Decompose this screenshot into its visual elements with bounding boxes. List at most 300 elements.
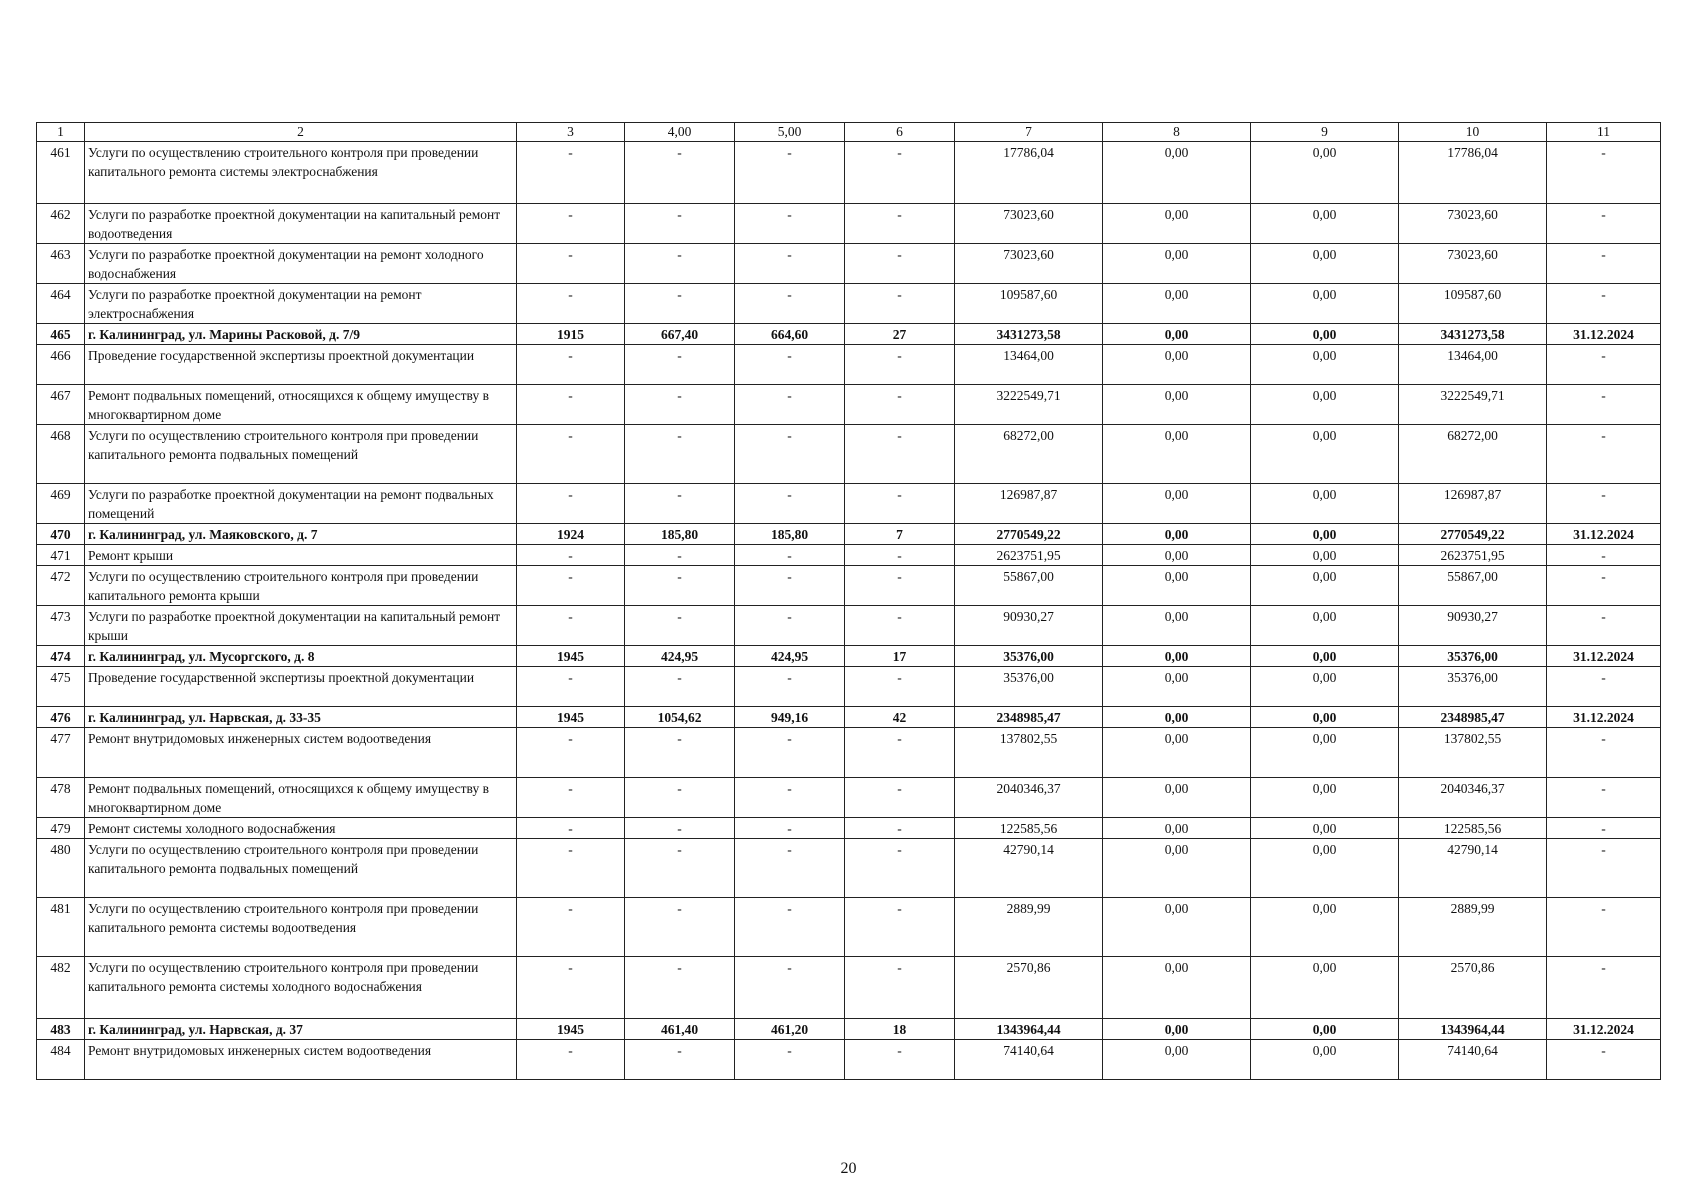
value-cell: - bbox=[517, 839, 625, 898]
value-cell: - bbox=[845, 484, 955, 524]
value-cell: - bbox=[845, 606, 955, 646]
value-cell: - bbox=[1547, 284, 1661, 324]
value-cell: - bbox=[625, 484, 735, 524]
value-cell: 0,00 bbox=[1103, 818, 1251, 839]
value-cell: 31.12.2024 bbox=[1547, 1019, 1661, 1040]
value-cell: 0,00 bbox=[1103, 425, 1251, 484]
column-header: 4,00 bbox=[625, 123, 735, 142]
row-number-cell: 466 bbox=[37, 345, 85, 385]
value-cell: 0,00 bbox=[1251, 142, 1399, 204]
description-cell: Услуги по разработке проектной документации на капитальный ремонт крыши bbox=[85, 606, 517, 646]
value-cell: 1945 bbox=[517, 646, 625, 667]
value-cell: - bbox=[735, 484, 845, 524]
column-header: 1 bbox=[37, 123, 85, 142]
column-header: 7 bbox=[955, 123, 1103, 142]
value-cell: 0,00 bbox=[1251, 524, 1399, 545]
value-cell: 0,00 bbox=[1103, 898, 1251, 957]
description-cell: Ремонт подвальных помещений, относящихся к общему имуществу в многоквартирном доме bbox=[85, 385, 517, 425]
value-cell: 424,95 bbox=[625, 646, 735, 667]
works-table bbox=[36, 122, 1661, 1080]
row-number-cell: 474 bbox=[37, 646, 85, 667]
description-cell: Ремонт подвальных помещений, относящихся к общему имуществу в многоквартирном доме bbox=[85, 778, 517, 818]
value-cell: 73023,60 bbox=[955, 244, 1103, 284]
value-cell: - bbox=[1547, 425, 1661, 484]
value-cell: 0,00 bbox=[1251, 385, 1399, 425]
value-cell: - bbox=[735, 545, 845, 566]
description-cell: Услуги по разработке проектной документации на ремонт подвальных помещений bbox=[85, 484, 517, 524]
value-cell: 17 bbox=[845, 646, 955, 667]
value-cell: 0,00 bbox=[1103, 142, 1251, 204]
value-cell: 185,80 bbox=[625, 524, 735, 545]
value-cell: 27 bbox=[845, 324, 955, 345]
value-cell: - bbox=[1547, 957, 1661, 1019]
row-number-cell: 468 bbox=[37, 425, 85, 484]
value-cell: 0,00 bbox=[1103, 1019, 1251, 1040]
value-cell: - bbox=[845, 778, 955, 818]
value-cell: - bbox=[1547, 818, 1661, 839]
value-cell: 0,00 bbox=[1251, 425, 1399, 484]
value-cell: 73023,60 bbox=[1399, 244, 1547, 284]
value-cell: 35376,00 bbox=[1399, 667, 1547, 707]
value-cell: - bbox=[845, 142, 955, 204]
table-row bbox=[37, 142, 1661, 204]
value-cell: 667,40 bbox=[625, 324, 735, 345]
value-cell: - bbox=[735, 284, 845, 324]
column-header: 9 bbox=[1251, 123, 1399, 142]
value-cell: 0,00 bbox=[1103, 957, 1251, 1019]
value-cell: 0,00 bbox=[1103, 244, 1251, 284]
description-cell: г. Калининград, ул. Мусоргского, д. 8 bbox=[85, 646, 517, 667]
row-number-cell: 467 bbox=[37, 385, 85, 425]
value-cell: 74140,64 bbox=[955, 1040, 1103, 1080]
value-cell: 0,00 bbox=[1103, 385, 1251, 425]
value-cell: 0,00 bbox=[1103, 524, 1251, 545]
value-cell: - bbox=[735, 667, 845, 707]
value-cell: 122585,56 bbox=[955, 818, 1103, 839]
value-cell: - bbox=[1547, 839, 1661, 898]
description-cell: Ремонт крыши bbox=[85, 545, 517, 566]
value-cell: - bbox=[517, 728, 625, 778]
value-cell: 0,00 bbox=[1103, 1040, 1251, 1080]
value-cell: - bbox=[735, 728, 845, 778]
value-cell: 137802,55 bbox=[1399, 728, 1547, 778]
description-cell: Услуги по осуществлению строительного контроля при проведении капитального ремонта подвальных помещений bbox=[85, 425, 517, 484]
value-cell: - bbox=[735, 606, 845, 646]
table-row bbox=[37, 898, 1661, 957]
value-cell: 185,80 bbox=[735, 524, 845, 545]
value-cell: 109587,60 bbox=[1399, 284, 1547, 324]
value-cell: - bbox=[1547, 385, 1661, 425]
table-body bbox=[37, 142, 1661, 1080]
value-cell: - bbox=[1547, 898, 1661, 957]
value-cell: - bbox=[1547, 667, 1661, 707]
table-row bbox=[37, 484, 1661, 524]
value-cell: - bbox=[845, 545, 955, 566]
description-cell: Ремонт системы холодного водоснабжения bbox=[85, 818, 517, 839]
value-cell: 0,00 bbox=[1251, 1019, 1399, 1040]
value-cell: 0,00 bbox=[1103, 566, 1251, 606]
value-cell: - bbox=[845, 818, 955, 839]
value-cell: 2889,99 bbox=[1399, 898, 1547, 957]
value-cell: 461,40 bbox=[625, 1019, 735, 1040]
value-cell: 31.12.2024 bbox=[1547, 646, 1661, 667]
value-cell: 0,00 bbox=[1251, 707, 1399, 728]
value-cell: 35376,00 bbox=[955, 667, 1103, 707]
value-cell: 2623751,95 bbox=[1399, 545, 1547, 566]
value-cell: - bbox=[625, 204, 735, 244]
value-cell: - bbox=[1547, 778, 1661, 818]
value-cell: - bbox=[517, 778, 625, 818]
value-cell: - bbox=[625, 425, 735, 484]
value-cell: 68272,00 bbox=[955, 425, 1103, 484]
value-cell: 126987,87 bbox=[1399, 484, 1547, 524]
value-cell: 2770549,22 bbox=[955, 524, 1103, 545]
value-cell: - bbox=[625, 728, 735, 778]
value-cell: 1915 bbox=[517, 324, 625, 345]
table-row bbox=[37, 957, 1661, 1019]
value-cell: - bbox=[845, 839, 955, 898]
row-number-cell: 462 bbox=[37, 204, 85, 244]
value-cell: - bbox=[845, 898, 955, 957]
value-cell: - bbox=[1547, 345, 1661, 385]
header-row bbox=[37, 123, 1661, 142]
value-cell: 0,00 bbox=[1103, 839, 1251, 898]
value-cell: - bbox=[735, 839, 845, 898]
row-number-cell: 464 bbox=[37, 284, 85, 324]
value-cell: 2570,86 bbox=[955, 957, 1103, 1019]
value-cell: 0,00 bbox=[1251, 818, 1399, 839]
column-header: 11 bbox=[1547, 123, 1661, 142]
description-cell: г. Калининград, ул. Нарвская, д. 33-35 bbox=[85, 707, 517, 728]
value-cell: - bbox=[625, 957, 735, 1019]
table-row bbox=[37, 818, 1661, 839]
value-cell: - bbox=[517, 244, 625, 284]
value-cell: - bbox=[735, 818, 845, 839]
value-cell: - bbox=[517, 204, 625, 244]
value-cell: - bbox=[735, 898, 845, 957]
value-cell: - bbox=[845, 667, 955, 707]
value-cell: 13464,00 bbox=[1399, 345, 1547, 385]
description-cell: Услуги по осуществлению строительного контроля при проведении капитального ремонта системы водоотведения bbox=[85, 898, 517, 957]
value-cell: 122585,56 bbox=[1399, 818, 1547, 839]
value-cell: - bbox=[735, 345, 845, 385]
value-cell: - bbox=[625, 606, 735, 646]
address-row bbox=[37, 524, 1661, 545]
value-cell: 90930,27 bbox=[955, 606, 1103, 646]
value-cell: 424,95 bbox=[735, 646, 845, 667]
row-number-cell: 479 bbox=[37, 818, 85, 839]
value-cell: - bbox=[1547, 545, 1661, 566]
value-cell: 2770549,22 bbox=[1399, 524, 1547, 545]
value-cell: 0,00 bbox=[1251, 1040, 1399, 1080]
value-cell: 0,00 bbox=[1251, 778, 1399, 818]
value-cell: 3431273,58 bbox=[955, 324, 1103, 345]
value-cell: 0,00 bbox=[1103, 707, 1251, 728]
value-cell: - bbox=[625, 1040, 735, 1080]
value-cell: 1343964,44 bbox=[1399, 1019, 1547, 1040]
value-cell: 137802,55 bbox=[955, 728, 1103, 778]
row-number-cell: 463 bbox=[37, 244, 85, 284]
value-cell: 3222549,71 bbox=[955, 385, 1103, 425]
value-cell: 0,00 bbox=[1251, 898, 1399, 957]
row-number-cell: 476 bbox=[37, 707, 85, 728]
value-cell: 0,00 bbox=[1251, 204, 1399, 244]
table-row bbox=[37, 728, 1661, 778]
value-cell: 3222549,71 bbox=[1399, 385, 1547, 425]
value-cell: - bbox=[625, 667, 735, 707]
value-cell: 13464,00 bbox=[955, 345, 1103, 385]
value-cell: - bbox=[1547, 606, 1661, 646]
value-cell: 90930,27 bbox=[1399, 606, 1547, 646]
value-cell: 949,16 bbox=[735, 707, 845, 728]
value-cell: - bbox=[517, 957, 625, 1019]
description-cell: Услуги по разработке проектной документации на ремонт холодного водоснабжения bbox=[85, 244, 517, 284]
address-row bbox=[37, 707, 1661, 728]
column-header: 8 bbox=[1103, 123, 1251, 142]
value-cell: 18 bbox=[845, 1019, 955, 1040]
row-number-cell: 475 bbox=[37, 667, 85, 707]
value-cell: - bbox=[517, 566, 625, 606]
value-cell: 0,00 bbox=[1103, 484, 1251, 524]
value-cell: - bbox=[517, 142, 625, 204]
value-cell: - bbox=[735, 204, 845, 244]
row-number-cell: 482 bbox=[37, 957, 85, 1019]
value-cell: 1054,62 bbox=[625, 707, 735, 728]
row-number-cell: 472 bbox=[37, 566, 85, 606]
value-cell: 0,00 bbox=[1251, 345, 1399, 385]
value-cell: 0,00 bbox=[1103, 204, 1251, 244]
description-cell: Услуги по осуществлению строительного контроля при проведении капитального ремонта крыши bbox=[85, 566, 517, 606]
value-cell: 0,00 bbox=[1251, 646, 1399, 667]
value-cell: 31.12.2024 bbox=[1547, 524, 1661, 545]
column-header: 2 bbox=[85, 123, 517, 142]
value-cell: 74140,64 bbox=[1399, 1040, 1547, 1080]
value-cell: - bbox=[735, 778, 845, 818]
value-cell: 461,20 bbox=[735, 1019, 845, 1040]
value-cell: 42790,14 bbox=[955, 839, 1103, 898]
value-cell: - bbox=[845, 566, 955, 606]
value-cell: 0,00 bbox=[1103, 324, 1251, 345]
table-row bbox=[37, 425, 1661, 484]
value-cell: 35376,00 bbox=[955, 646, 1103, 667]
value-cell: 664,60 bbox=[735, 324, 845, 345]
description-cell: г. Калининград, ул. Маяковского, д. 7 bbox=[85, 524, 517, 545]
row-number-cell: 465 bbox=[37, 324, 85, 345]
value-cell: 0,00 bbox=[1251, 324, 1399, 345]
value-cell: - bbox=[625, 778, 735, 818]
value-cell: - bbox=[845, 728, 955, 778]
value-cell: - bbox=[845, 284, 955, 324]
row-number-cell: 469 bbox=[37, 484, 85, 524]
value-cell: - bbox=[1547, 484, 1661, 524]
value-cell: 2889,99 bbox=[955, 898, 1103, 957]
value-cell: - bbox=[517, 284, 625, 324]
value-cell: - bbox=[1547, 244, 1661, 284]
page-number: 20 bbox=[840, 1160, 857, 1177]
value-cell: 42790,14 bbox=[1399, 839, 1547, 898]
column-header: 10 bbox=[1399, 123, 1547, 142]
value-cell: 3431273,58 bbox=[1399, 324, 1547, 345]
description-cell: Ремонт внутридомовых инженерных систем водоотведения bbox=[85, 728, 517, 778]
table-row bbox=[37, 778, 1661, 818]
value-cell: - bbox=[625, 142, 735, 204]
table-row bbox=[37, 244, 1661, 284]
column-header: 3 bbox=[517, 123, 625, 142]
value-cell: - bbox=[517, 385, 625, 425]
value-cell: 1945 bbox=[517, 707, 625, 728]
value-cell: 2040346,37 bbox=[955, 778, 1103, 818]
table-row bbox=[37, 345, 1661, 385]
value-cell: - bbox=[735, 425, 845, 484]
value-cell: - bbox=[625, 345, 735, 385]
value-cell: - bbox=[517, 484, 625, 524]
value-cell: - bbox=[845, 204, 955, 244]
value-cell: - bbox=[735, 244, 845, 284]
value-cell: - bbox=[625, 244, 735, 284]
value-cell: 42 bbox=[845, 707, 955, 728]
value-cell: 0,00 bbox=[1251, 667, 1399, 707]
value-cell: 17786,04 bbox=[955, 142, 1103, 204]
value-cell: 0,00 bbox=[1103, 345, 1251, 385]
value-cell: 55867,00 bbox=[1399, 566, 1547, 606]
value-cell: - bbox=[625, 385, 735, 425]
value-cell: - bbox=[845, 345, 955, 385]
table-row bbox=[37, 1040, 1661, 1080]
row-number-cell: 471 bbox=[37, 545, 85, 566]
value-cell: - bbox=[517, 667, 625, 707]
value-cell: 0,00 bbox=[1251, 606, 1399, 646]
value-cell: 0,00 bbox=[1103, 778, 1251, 818]
value-cell: 1343964,44 bbox=[955, 1019, 1103, 1040]
value-cell: 35376,00 bbox=[1399, 646, 1547, 667]
value-cell: - bbox=[845, 244, 955, 284]
description-cell: Услуги по осуществлению строительного контроля при проведении капитального ремонта подвальных помещений bbox=[85, 839, 517, 898]
value-cell: - bbox=[845, 1040, 955, 1080]
value-cell: - bbox=[517, 818, 625, 839]
description-cell: Услуги по осуществлению строительного контроля при проведении капитального ремонта системы электроснабжения bbox=[85, 142, 517, 204]
description-cell: Услуги по разработке проектной документации на ремонт электроснабжения bbox=[85, 284, 517, 324]
column-header: 5,00 bbox=[735, 123, 845, 142]
table-row bbox=[37, 385, 1661, 425]
value-cell: 0,00 bbox=[1103, 646, 1251, 667]
value-cell: - bbox=[1547, 142, 1661, 204]
value-cell: 0,00 bbox=[1251, 957, 1399, 1019]
value-cell: 0,00 bbox=[1103, 284, 1251, 324]
value-cell: - bbox=[1547, 204, 1661, 244]
value-cell: - bbox=[517, 606, 625, 646]
value-cell: 1945 bbox=[517, 1019, 625, 1040]
value-cell: 68272,00 bbox=[1399, 425, 1547, 484]
value-cell: 55867,00 bbox=[955, 566, 1103, 606]
value-cell: 126987,87 bbox=[955, 484, 1103, 524]
table-row bbox=[37, 566, 1661, 606]
value-cell: 0,00 bbox=[1251, 839, 1399, 898]
address-row bbox=[37, 646, 1661, 667]
value-cell: 73023,60 bbox=[955, 204, 1103, 244]
value-cell: 2623751,95 bbox=[955, 545, 1103, 566]
table-row bbox=[37, 545, 1661, 566]
value-cell: 0,00 bbox=[1251, 545, 1399, 566]
table-row bbox=[37, 606, 1661, 646]
row-number-cell: 484 bbox=[37, 1040, 85, 1080]
value-cell: - bbox=[735, 957, 845, 1019]
value-cell: 0,00 bbox=[1251, 728, 1399, 778]
value-cell: 73023,60 bbox=[1399, 204, 1547, 244]
value-cell: 0,00 bbox=[1251, 484, 1399, 524]
table-row bbox=[37, 667, 1661, 707]
column-header: 6 bbox=[845, 123, 955, 142]
table-row bbox=[37, 204, 1661, 244]
value-cell: 2348985,47 bbox=[1399, 707, 1547, 728]
row-number-cell: 480 bbox=[37, 839, 85, 898]
value-cell: - bbox=[1547, 728, 1661, 778]
description-cell: Проведение государственной экспертизы проектной документации bbox=[85, 667, 517, 707]
value-cell: - bbox=[517, 898, 625, 957]
value-cell: 0,00 bbox=[1251, 244, 1399, 284]
value-cell: 2040346,37 bbox=[1399, 778, 1547, 818]
value-cell: 2570,86 bbox=[1399, 957, 1547, 1019]
value-cell: - bbox=[625, 566, 735, 606]
value-cell: 0,00 bbox=[1103, 606, 1251, 646]
row-number-cell: 477 bbox=[37, 728, 85, 778]
value-cell: - bbox=[735, 142, 845, 204]
value-cell: - bbox=[625, 545, 735, 566]
row-number-cell: 470 bbox=[37, 524, 85, 545]
value-cell: - bbox=[1547, 1040, 1661, 1080]
value-cell: - bbox=[625, 898, 735, 957]
value-cell: 0,00 bbox=[1251, 284, 1399, 324]
value-cell: 2348985,47 bbox=[955, 707, 1103, 728]
value-cell: - bbox=[517, 425, 625, 484]
description-cell: г. Калининград, ул. Нарвская, д. 37 bbox=[85, 1019, 517, 1040]
value-cell: - bbox=[735, 385, 845, 425]
value-cell: - bbox=[845, 425, 955, 484]
value-cell: 31.12.2024 bbox=[1547, 324, 1661, 345]
value-cell: - bbox=[517, 345, 625, 385]
value-cell: - bbox=[517, 545, 625, 566]
value-cell: - bbox=[625, 284, 735, 324]
row-number-cell: 461 bbox=[37, 142, 85, 204]
row-number-cell: 483 bbox=[37, 1019, 85, 1040]
table-row bbox=[37, 839, 1661, 898]
address-row bbox=[37, 1019, 1661, 1040]
value-cell: - bbox=[1547, 566, 1661, 606]
row-number-cell: 478 bbox=[37, 778, 85, 818]
address-row bbox=[37, 324, 1661, 345]
description-cell: Услуги по разработке проектной документации на капитальный ремонт водоотведения bbox=[85, 204, 517, 244]
row-number-cell: 481 bbox=[37, 898, 85, 957]
value-cell: - bbox=[517, 1040, 625, 1080]
value-cell: - bbox=[625, 818, 735, 839]
value-cell: 17786,04 bbox=[1399, 142, 1547, 204]
description-cell: Услуги по осуществлению строительного контроля при проведении капитального ремонта системы холодного водоснабжения bbox=[85, 957, 517, 1019]
value-cell: 0,00 bbox=[1103, 545, 1251, 566]
description-cell: Проведение государственной экспертизы проектной документации bbox=[85, 345, 517, 385]
value-cell: 0,00 bbox=[1251, 566, 1399, 606]
value-cell: - bbox=[845, 957, 955, 1019]
value-cell: 109587,60 bbox=[955, 284, 1103, 324]
value-cell: 1924 bbox=[517, 524, 625, 545]
row-number-cell: 473 bbox=[37, 606, 85, 646]
value-cell: - bbox=[735, 1040, 845, 1080]
table-row bbox=[37, 284, 1661, 324]
value-cell: 31.12.2024 bbox=[1547, 707, 1661, 728]
value-cell: 7 bbox=[845, 524, 955, 545]
value-cell: - bbox=[735, 566, 845, 606]
description-cell: Ремонт внутридомовых инженерных систем водоотведения bbox=[85, 1040, 517, 1080]
value-cell: 0,00 bbox=[1103, 667, 1251, 707]
value-cell: - bbox=[845, 385, 955, 425]
